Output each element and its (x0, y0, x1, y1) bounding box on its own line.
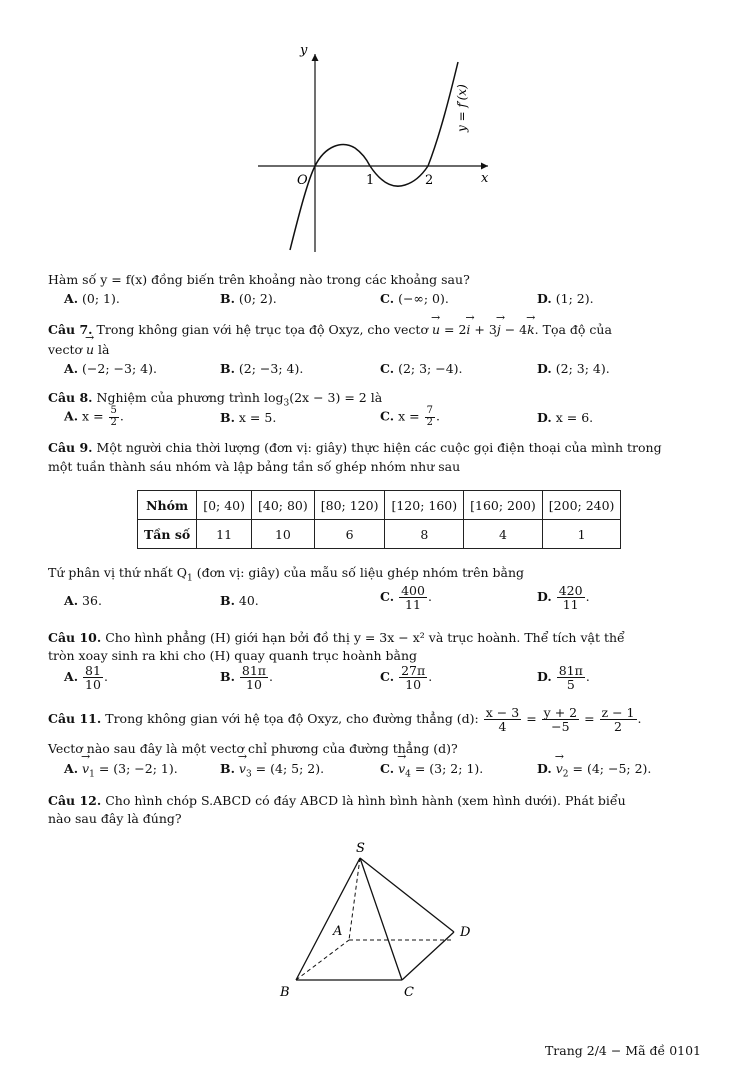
vertex-b-label: B (280, 985, 290, 1000)
table-cell: [160; 200) (464, 491, 543, 520)
q9-option-a[interactable]: A. 36. (64, 593, 102, 608)
q9-question: Tứ phân vị thứ nhất $Q_1$ (đơn vị: giây) của mẫu số liệu ghép nhóm trên bằng (48, 565, 525, 584)
table-cell: 1 (542, 520, 621, 549)
vertex-c-label: C (404, 985, 414, 1000)
q7-option-a[interactable]: A. (−2; −3; 4). (64, 361, 157, 376)
table-cell: 4 (464, 520, 543, 549)
q11-stem-line2: Vectơ nào sau đây là một vectơ chỉ phương của đường thẳng (d)? (48, 741, 458, 756)
q7-stem: Câu 7. Trong không gian với hệ trục tọa độ Oxyz, cho vectơ → u = 2→ i + 3→ j − 4→ k. Tọa độ của (48, 322, 612, 337)
vertex-d-label: D (460, 925, 471, 940)
q9-stem-line2: một tuần thành sáu nhóm và lập bảng tần số ghép nhóm như sau (48, 459, 461, 474)
q11-option-a[interactable]: A. → $v_1 = (3$; −2; 1). (64, 761, 178, 780)
q12-stem: Câu 12. Cho hình chóp S.ABCD có đáy ABCD là hình bình hành (xem hình dưới). Phát biểu (48, 793, 626, 808)
q6-stem: Hàm số y = f(x) đồng biến trên khoảng nào trong các khoảng sau? (48, 272, 470, 287)
x-axis-label: x (481, 171, 489, 186)
tick-2-label: 2 (425, 173, 434, 188)
vertex-a-label: A (333, 924, 343, 939)
q10-option-c[interactable]: C. $\frac{27\pi}{10}$ . (380, 663, 433, 693)
frequency-table (137, 490, 621, 549)
table-row (138, 491, 621, 520)
q9-option-c[interactable]: C. $\frac{400}{11}$ . (380, 583, 432, 613)
table-row-header: Tần số (138, 520, 197, 549)
table-cell: [0; 40) (197, 491, 252, 520)
q9-stem: Câu 9. Một người chia thời lượng (đơn vị: giây) thực hiện các cuộc gọi điện thoại của mình trong (48, 440, 662, 455)
q8-option-d[interactable]: D. x = 6. (537, 410, 594, 425)
table-cell: 6 (314, 520, 385, 549)
q9-option-d[interactable]: D. $\frac{420}{11}$ . (537, 583, 590, 613)
q6-option-b[interactable]: B. (0; 2). (220, 291, 277, 306)
vertex-s-label: S (356, 841, 365, 856)
table-cell: 10 (252, 520, 315, 549)
table-cell: [40; 80) (252, 491, 315, 520)
q11-option-d[interactable]: D. → $v_2 = (4$; −5; 2). (537, 761, 651, 780)
q8-stem: Câu 8. Nghiệm của phương trình $\log_3(2x - 3) = 2$ là (48, 390, 383, 409)
q9-option-b[interactable]: B. 40. (220, 593, 259, 608)
table-cell: 11 (197, 520, 252, 549)
q10-option-b[interactable]: B. $\frac{81\pi}{10}$ . (220, 663, 274, 693)
q11-option-c[interactable]: C. → $v_4 = (3$; 2; 1). (380, 761, 483, 780)
table-cell: [120; 160) (385, 491, 464, 520)
q12-stem-line2: nào sau đây là đúng? (48, 811, 182, 826)
curve-label: y = f′(x) (455, 84, 469, 132)
q8-option-c[interactable]: C. x = $\frac{7}{2}$ . (380, 405, 440, 428)
q6-option-d[interactable]: D. (1; 2). (537, 291, 594, 306)
q10-option-d[interactable]: D. $\frac{81\pi}{5}$ . (537, 663, 590, 693)
q10-stem-line2: tròn xoay sinh ra khi cho (H) quay quanh trục hoành bằng (48, 648, 418, 663)
q8-option-b[interactable]: B. x = 5. (220, 410, 277, 425)
derivative-graph (250, 40, 500, 255)
q10-stem: Câu 10. Cho hình phẳng (H) giới hạn bởi đồ thị y = 3x − x² và trục hoành. Thể tích vật thể (48, 630, 625, 645)
tick-1-label: 1 (366, 173, 375, 188)
page-footer: Trang 2/4 − Mã đề 0101 (544, 1043, 701, 1058)
q6-option-a[interactable]: A. (0; 1). (64, 291, 120, 306)
table-cell: 8 (385, 520, 464, 549)
y-axis-label: y (300, 43, 308, 58)
table-row (138, 520, 621, 549)
q11-option-b[interactable]: B. → $v_3 = (4$; 5; 2). (220, 761, 324, 780)
table-cell: [80; 120) (314, 491, 385, 520)
pyramid-figure (270, 838, 490, 1003)
origin-label: O (297, 173, 308, 188)
table-row-header: Nhóm (138, 491, 197, 520)
q8-option-a[interactable]: A. x = $\frac{5}{2}$ . (64, 405, 124, 428)
q6-option-c[interactable]: C. (−∞; 0). (380, 291, 449, 306)
q10-option-a[interactable]: A. $\frac{81}{10}$ . (64, 663, 108, 693)
q11-stem: Câu 11. Trong không gian với hệ tọa độ Oxyz, cho đường thẳng (d): $\frac{x - 3}{4}$ = $\frac{y + 2}{-5}$ = $\frac{z - 1}{2}$ . (48, 705, 642, 735)
table-cell: [200; 240) (542, 491, 621, 520)
q7-stem-line2: vectơ → u là (48, 342, 110, 357)
q7-option-d[interactable]: D. (2; 3; 4). (537, 361, 610, 376)
q7-option-b[interactable]: B. (2; −3; 4). (220, 361, 304, 376)
q7-option-c[interactable]: C. (2; 3; −4). (380, 361, 463, 376)
